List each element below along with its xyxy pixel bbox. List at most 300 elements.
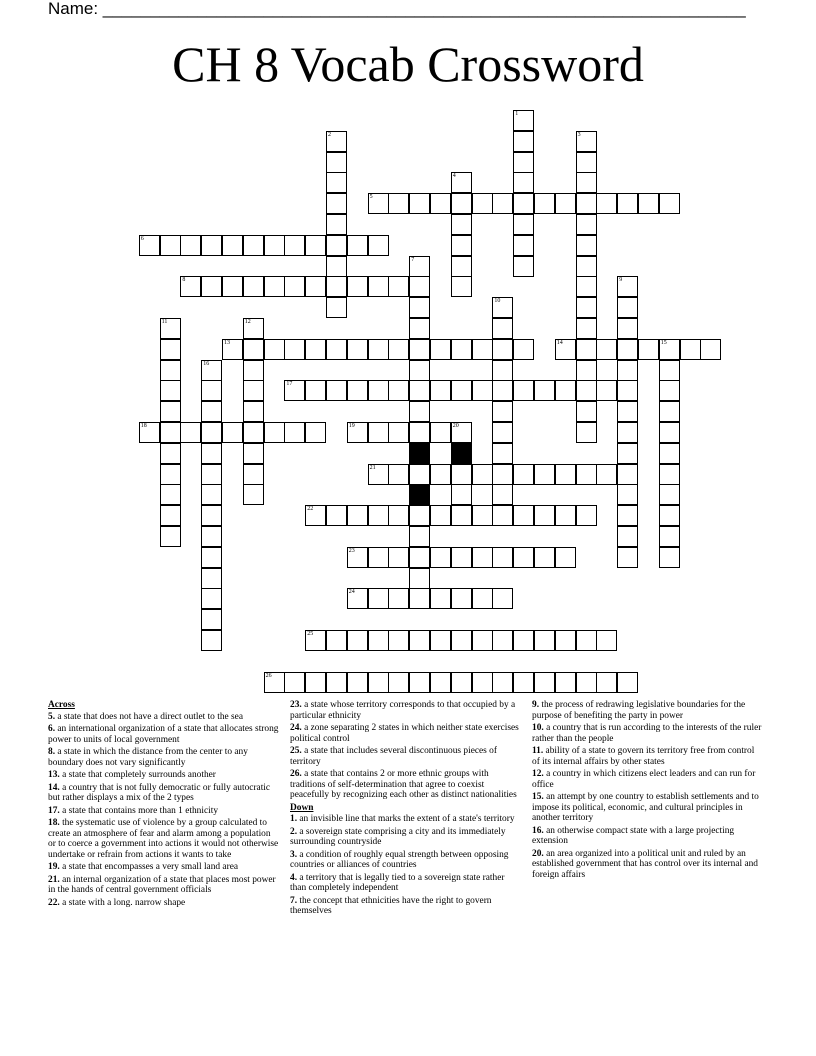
grid-cell[interactable]: [492, 588, 513, 609]
grid-cell[interactable]: [596, 193, 617, 214]
grid-cell[interactable]: [243, 484, 264, 505]
grid-cell[interactable]: [451, 630, 472, 651]
grid-cell[interactable]: [472, 672, 493, 693]
grid-cell[interactable]: [284, 422, 305, 443]
grid-cell[interactable]: [180, 276, 201, 297]
grid-cell[interactable]: [617, 401, 638, 422]
grid-cell[interactable]: [576, 505, 597, 526]
grid-cell[interactable]: [555, 505, 576, 526]
grid-cell[interactable]: [201, 235, 222, 256]
grid-cell[interactable]: [430, 339, 451, 360]
grid-cell[interactable]: [284, 672, 305, 693]
grid-cell[interactable]: [326, 256, 347, 277]
grid-cell[interactable]: [659, 380, 680, 401]
grid-cell[interactable]: [492, 484, 513, 505]
grid-cell[interactable]: [492, 318, 513, 339]
grid-cell[interactable]: [264, 276, 285, 297]
grid-cell[interactable]: [513, 193, 534, 214]
grid-cell[interactable]: [576, 235, 597, 256]
grid-cell[interactable]: [305, 339, 326, 360]
grid-cell[interactable]: [368, 235, 389, 256]
grid-cell[interactable]: [492, 443, 513, 464]
grid-cell[interactable]: [451, 276, 472, 297]
grid-cell[interactable]: [596, 464, 617, 485]
cell-number: 11: [161, 319, 168, 325]
grid-cell[interactable]: [222, 339, 243, 360]
grid-cell[interactable]: [347, 422, 368, 443]
grid-cell[interactable]: [451, 672, 472, 693]
grid-cell[interactable]: [180, 422, 201, 443]
grid-cell[interactable]: [555, 464, 576, 485]
grid-cell[interactable]: [305, 380, 326, 401]
grid-cell[interactable]: [576, 131, 597, 152]
grid-cell[interactable]: [617, 505, 638, 526]
grid-cell[interactable]: [513, 256, 534, 277]
grid-cell[interactable]: [326, 339, 347, 360]
grid-cell[interactable]: [451, 588, 472, 609]
cell-number: 1: [515, 111, 519, 117]
grid-cell[interactable]: [409, 380, 430, 401]
grid-cell[interactable]: [284, 276, 305, 297]
grid-cell[interactable]: [451, 214, 472, 235]
grid-cell[interactable]: [222, 235, 243, 256]
grid-cell[interactable]: [409, 276, 430, 297]
grid-cell[interactable]: [576, 380, 597, 401]
grid-cell[interactable]: [617, 422, 638, 443]
grid-cell[interactable]: [222, 276, 243, 297]
grid-cell[interactable]: [659, 401, 680, 422]
grid-cell[interactable]: [659, 464, 680, 485]
grid-cell[interactable]: [201, 484, 222, 505]
grid-cell[interactable]: [534, 380, 555, 401]
grid-cell[interactable]: [472, 588, 493, 609]
grid-cell[interactable]: [264, 422, 285, 443]
grid-cell[interactable]: [659, 505, 680, 526]
grid-cell[interactable]: [264, 235, 285, 256]
grid-cell[interactable]: [430, 588, 451, 609]
grid-cell[interactable]: [160, 339, 181, 360]
grid-cell[interactable]: [576, 672, 597, 693]
grid-cell[interactable]: [368, 672, 389, 693]
grid-cell[interactable]: [368, 630, 389, 651]
grid-cell[interactable]: [451, 256, 472, 277]
grid-cell[interactable]: [513, 214, 534, 235]
grid-cell[interactable]: [326, 276, 347, 297]
grid-cell[interactable]: [513, 380, 534, 401]
grid-cell[interactable]: [201, 568, 222, 589]
grid-cell[interactable]: [492, 401, 513, 422]
grid-cell[interactable]: [409, 422, 430, 443]
clue-text: an invisible line that marks the extent of a state's territory: [299, 814, 515, 824]
grid-cell[interactable]: [368, 422, 389, 443]
grid-cell[interactable]: [347, 276, 368, 297]
grid-cell[interactable]: [139, 422, 160, 443]
grid-cell[interactable]: [160, 318, 181, 339]
grid-cell[interactable]: [368, 276, 389, 297]
grid-cell[interactable]: [617, 547, 638, 568]
grid-cell[interactable]: [617, 464, 638, 485]
grid-cell[interactable]: [409, 193, 430, 214]
grid-cell[interactable]: [243, 276, 264, 297]
grid-cell[interactable]: [326, 152, 347, 173]
grid-cell[interactable]: [368, 193, 389, 214]
clue-text: a country in which citizens elect leaders and can run for office: [532, 769, 756, 790]
grid-cell[interactable]: [555, 630, 576, 651]
grid-cell[interactable]: [513, 235, 534, 256]
grid-cell[interactable]: [347, 547, 368, 568]
grid-cell[interactable]: [513, 131, 534, 152]
grid-cell[interactable]: [492, 193, 513, 214]
grid-cell[interactable]: [534, 505, 555, 526]
grid-cell[interactable]: [160, 464, 181, 485]
grid-cell[interactable]: [492, 380, 513, 401]
grid-cell[interactable]: [347, 672, 368, 693]
grid-cell[interactable]: [409, 464, 430, 485]
grid-cell[interactable]: [513, 152, 534, 173]
grid-cell[interactable]: [555, 193, 576, 214]
cell-number: 25: [307, 631, 314, 637]
grid-cell[interactable]: [305, 505, 326, 526]
grid-cell[interactable]: [451, 547, 472, 568]
grid-cell[interactable]: [409, 672, 430, 693]
grid-cell[interactable]: [451, 235, 472, 256]
grid-cell[interactable]: [659, 339, 680, 360]
grid-cell[interactable]: [451, 193, 472, 214]
grid-cell[interactable]: [222, 422, 243, 443]
cell-number: 20: [452, 423, 459, 429]
grid-cell[interactable]: [243, 380, 264, 401]
grid-cell[interactable]: [326, 131, 347, 152]
grid-cell[interactable]: [451, 172, 472, 193]
grid-cell[interactable]: [492, 464, 513, 485]
grid-cell[interactable]: [513, 672, 534, 693]
grid-cell[interactable]: [472, 380, 493, 401]
grid-cell[interactable]: [492, 630, 513, 651]
grid-cell[interactable]: [201, 422, 222, 443]
grid-cell[interactable]: [388, 464, 409, 485]
grid-cell[interactable]: [305, 235, 326, 256]
grid-cell[interactable]: [576, 256, 597, 277]
grid-cell[interactable]: [451, 339, 472, 360]
grid-cell[interactable]: [659, 422, 680, 443]
name-field[interactable]: Name: ____________________________________________________________________: [48, 0, 746, 18]
grid-cell[interactable]: [430, 422, 451, 443]
grid-cell[interactable]: [388, 422, 409, 443]
grid-cell[interactable]: [264, 339, 285, 360]
grid-cell[interactable]: [305, 672, 326, 693]
clue-item: [532, 746, 762, 767]
grid-cell[interactable]: [576, 172, 597, 193]
grid-cell[interactable]: [388, 339, 409, 360]
grid-cell[interactable]: [451, 505, 472, 526]
grid-cell[interactable]: [368, 339, 389, 360]
grid-cell[interactable]: [409, 588, 430, 609]
grid-cell[interactable]: [659, 547, 680, 568]
grid-cell[interactable]: [409, 401, 430, 422]
grid-cell[interactable]: [617, 193, 638, 214]
grid-cell[interactable]: [700, 339, 721, 360]
grid-cell[interactable]: [305, 276, 326, 297]
grid-cell[interactable]: [513, 505, 534, 526]
grid-cell[interactable]: [555, 547, 576, 568]
grid-cell[interactable]: [451, 484, 472, 505]
grid-cell[interactable]: [326, 380, 347, 401]
grid-cell[interactable]: [368, 588, 389, 609]
clue-column-1: [48, 700, 280, 910]
grid-cell[interactable]: [305, 422, 326, 443]
grid-cell[interactable]: [368, 380, 389, 401]
grid-cell[interactable]: [513, 464, 534, 485]
grid-cell[interactable]: [617, 360, 638, 381]
grid-cell[interactable]: [388, 505, 409, 526]
grid-cell[interactable]: [596, 339, 617, 360]
grid-cell[interactable]: [472, 630, 493, 651]
grid-cell[interactable]: [596, 630, 617, 651]
grid-cell[interactable]: [243, 339, 264, 360]
grid-cell[interactable]: [576, 214, 597, 235]
grid-cell[interactable]: [659, 360, 680, 381]
grid-cell[interactable]: [430, 464, 451, 485]
grid-cell[interactable]: [576, 630, 597, 651]
grid-cell[interactable]: [534, 547, 555, 568]
clue-item: [290, 814, 522, 825]
grid-cell[interactable]: [576, 360, 597, 381]
grid-cell[interactable]: [160, 443, 181, 464]
cell-number: 22: [307, 506, 314, 513]
grid-cell[interactable]: [472, 464, 493, 485]
clue-item: [48, 875, 280, 896]
grid-cell[interactable]: [513, 172, 534, 193]
grid-cell[interactable]: [201, 464, 222, 485]
grid-cell[interactable]: [659, 193, 680, 214]
grid-cell[interactable]: [326, 297, 347, 318]
grid-cell[interactable]: [264, 672, 285, 693]
grid-cell[interactable]: [243, 464, 264, 485]
grid-cell[interactable]: [617, 380, 638, 401]
grid-cell[interactable]: [513, 339, 534, 360]
clue-item: [48, 862, 280, 873]
grid-cell[interactable]: [430, 672, 451, 693]
grid-cell[interactable]: [368, 464, 389, 485]
grid-cell[interactable]: [180, 235, 201, 256]
grid-cell[interactable]: [347, 630, 368, 651]
grid-cell[interactable]: [409, 360, 430, 381]
grid-cell[interactable]: [326, 193, 347, 214]
grid-cell[interactable]: [492, 339, 513, 360]
grid-cell[interactable]: [326, 672, 347, 693]
grid-cell[interactable]: [617, 297, 638, 318]
grid-cell[interactable]: [451, 380, 472, 401]
grid-cell[interactable]: [430, 505, 451, 526]
grid-cell[interactable]: [492, 360, 513, 381]
grid-cell[interactable]: [596, 672, 617, 693]
grid-cell[interactable]: [430, 630, 451, 651]
clue-item: [290, 896, 522, 917]
grid-cell[interactable]: [160, 380, 181, 401]
grid-cell[interactable]: [243, 318, 264, 339]
clue-item: [48, 898, 280, 909]
grid-cell[interactable]: [472, 505, 493, 526]
grid-cell[interactable]: [243, 443, 264, 464]
grid-cell[interactable]: [388, 193, 409, 214]
grid-cell[interactable]: [659, 443, 680, 464]
grid-cell[interactable]: [347, 380, 368, 401]
grid-cell[interactable]: [368, 505, 389, 526]
grid-cell[interactable]: [409, 547, 430, 568]
grid-cell[interactable]: [513, 630, 534, 651]
grid-cell[interactable]: [409, 339, 430, 360]
grid-cell[interactable]: [492, 547, 513, 568]
grid-cell[interactable]: [284, 380, 305, 401]
grid-cell[interactable]: [617, 276, 638, 297]
grid-cell[interactable]: [326, 214, 347, 235]
grid-cell[interactable]: [555, 339, 576, 360]
grid-cell[interactable]: [160, 422, 181, 443]
grid-cell[interactable]: [409, 526, 430, 547]
clue-item: [48, 783, 280, 804]
grid-cell[interactable]: [201, 526, 222, 547]
grid-cell[interactable]: [638, 193, 659, 214]
grid-cell[interactable]: [492, 672, 513, 693]
grid-cell[interactable]: [576, 152, 597, 173]
black-square: [451, 443, 472, 464]
grid-cell[interactable]: [576, 464, 597, 485]
grid-cell[interactable]: [638, 339, 659, 360]
grid-cell[interactable]: [139, 235, 160, 256]
grid-cell[interactable]: [201, 276, 222, 297]
clue-item: [532, 769, 762, 790]
grid-cell[interactable]: [472, 339, 493, 360]
grid-cell[interactable]: [284, 339, 305, 360]
down-heading: Down: [290, 802, 314, 813]
grid-cell[interactable]: [430, 193, 451, 214]
grid-cell[interactable]: [617, 526, 638, 547]
grid-cell[interactable]: [534, 672, 555, 693]
grid-cell[interactable]: [160, 505, 181, 526]
grid-cell[interactable]: [243, 422, 264, 443]
grid-cell[interactable]: [659, 526, 680, 547]
grid-cell[interactable]: [388, 547, 409, 568]
grid-cell[interactable]: [492, 422, 513, 443]
grid-cell[interactable]: [430, 380, 451, 401]
grid-cell[interactable]: [160, 526, 181, 547]
grid-cell[interactable]: [388, 380, 409, 401]
grid-cell[interactable]: [409, 297, 430, 318]
grid-cell[interactable]: [326, 235, 347, 256]
grid-cell[interactable]: [555, 380, 576, 401]
grid-cell[interactable]: [201, 630, 222, 651]
grid-cell[interactable]: [305, 630, 326, 651]
grid-cell[interactable]: [576, 339, 597, 360]
grid-cell[interactable]: [326, 172, 347, 193]
grid-cell[interactable]: [617, 339, 638, 360]
grid-cell[interactable]: [160, 401, 181, 422]
grid-cell[interactable]: [492, 505, 513, 526]
clue-item: [290, 827, 522, 848]
clue-number: 22.: [48, 897, 60, 908]
grid-cell[interactable]: [617, 484, 638, 505]
grid-cell[interactable]: [576, 193, 597, 214]
grid-cell[interactable]: [596, 380, 617, 401]
grid-cell[interactable]: [659, 484, 680, 505]
grid-cell[interactable]: [201, 443, 222, 464]
grid-cell[interactable]: [451, 464, 472, 485]
grid-cell[interactable]: [201, 547, 222, 568]
grid-cell[interactable]: [388, 630, 409, 651]
grid-cell[interactable]: [576, 401, 597, 422]
grid-cell[interactable]: [534, 464, 555, 485]
grid-cell[interactable]: [326, 630, 347, 651]
grid-cell[interactable]: [409, 630, 430, 651]
grid-cell[interactable]: [201, 588, 222, 609]
grid-cell[interactable]: [451, 422, 472, 443]
grid-cell[interactable]: [201, 505, 222, 526]
grid-cell[interactable]: [576, 297, 597, 318]
grid-cell[interactable]: [243, 360, 264, 381]
clue-text: a state that contains more than 1 ethnicity: [62, 805, 219, 816]
grid-cell[interactable]: [409, 318, 430, 339]
grid-cell[interactable]: [492, 297, 513, 318]
grid-cell[interactable]: [160, 235, 181, 256]
grid-cell[interactable]: [409, 505, 430, 526]
grid-cell[interactable]: [243, 401, 264, 422]
clue-text: a state whose territory corresponds to that occupied by a particular ethnicity: [290, 700, 516, 721]
clue-text: an internal organization of a state that places most power in the hands of central government officials: [48, 874, 276, 895]
clue-number: 16.: [532, 825, 544, 836]
grid-cell[interactable]: [409, 568, 430, 589]
grid-cell[interactable]: [201, 401, 222, 422]
grid-cell[interactable]: [388, 672, 409, 693]
clue-item: [48, 806, 280, 817]
grid-cell[interactable]: [409, 256, 430, 277]
grid-cell[interactable]: [160, 360, 181, 381]
grid-cell[interactable]: [368, 547, 389, 568]
grid-cell[interactable]: [576, 422, 597, 443]
grid-cell[interactable]: [534, 630, 555, 651]
clue-number: 19.: [48, 862, 60, 872]
grid-cell[interactable]: [576, 276, 597, 297]
grid-cell[interactable]: [201, 380, 222, 401]
grid-cell[interactable]: [513, 110, 534, 131]
grid-cell[interactable]: [326, 505, 347, 526]
grid-cell[interactable]: [347, 235, 368, 256]
grid-cell[interactable]: [347, 339, 368, 360]
grid-cell[interactable]: [201, 360, 222, 381]
grid-cell[interactable]: [555, 672, 576, 693]
grid-cell[interactable]: [388, 588, 409, 609]
grid-cell[interactable]: [201, 609, 222, 630]
grid-cell[interactable]: [513, 547, 534, 568]
cell-number: 21: [369, 464, 376, 471]
grid-cell[interactable]: [617, 318, 638, 339]
grid-cell[interactable]: [534, 193, 555, 214]
cell-number: 13: [224, 339, 230, 346]
grid-cell[interactable]: [680, 339, 701, 360]
clue-number: 1.: [290, 814, 298, 824]
grid-cell[interactable]: [243, 235, 264, 256]
grid-cell[interactable]: [576, 318, 597, 339]
grid-cell[interactable]: [472, 193, 493, 214]
grid-cell[interactable]: [430, 547, 451, 568]
grid-cell[interactable]: [472, 547, 493, 568]
grid-cell[interactable]: [347, 505, 368, 526]
grid-cell[interactable]: [160, 484, 181, 505]
grid-cell[interactable]: [617, 443, 638, 464]
grid-cell[interactable]: [617, 672, 638, 693]
grid-cell[interactable]: [388, 276, 409, 297]
grid-cell[interactable]: [284, 235, 305, 256]
grid-cell[interactable]: [347, 588, 368, 609]
